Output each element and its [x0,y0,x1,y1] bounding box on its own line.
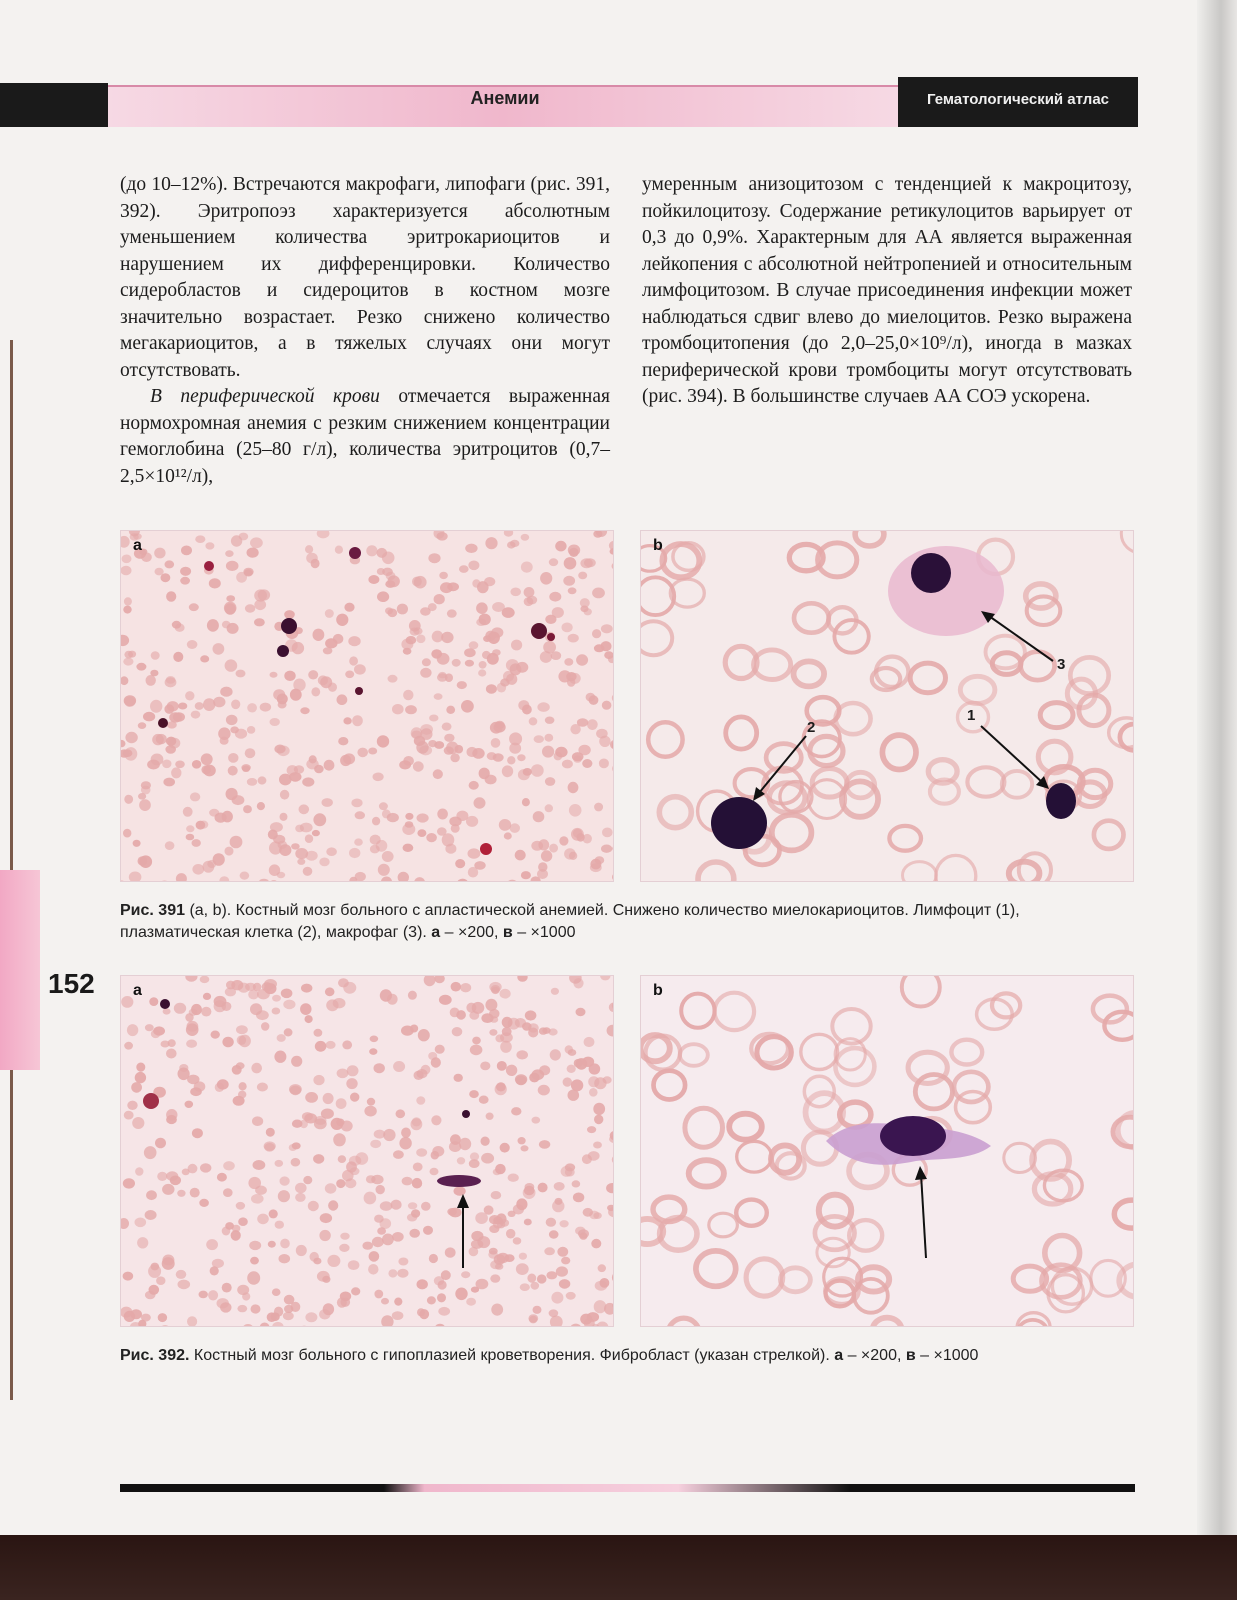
page-tab-marker [0,870,40,1070]
panel-label: b [653,537,663,554]
paragraph: (до 10–12%). Встречаются макрофаги, липофаги (рис. 391, 392). Эритропоэз характеризуется абсолютным уменьшением количества эритрокариоцитов и нарушением их дифференцировки. Количество сидеробластов и сидероцитов в костном мозге значительно возрастает. Резко снижено количество мегакариоцитов, а в тяжелых случаях они могут отсутствовать. [120,174,610,381]
caption-text: Костный мозг больного с гипоплазией кроветворения. Фибробласт (указан стрелкой). [189,1347,835,1364]
caption-mag-a: a [431,924,441,941]
caption-label: Рис. 392. [120,1347,190,1364]
figure-392a-micrograph [120,975,614,1327]
caption-text: (a, b). Костный мозг больного с апластической анемией. Снижено количество миелокариоцитов. Лимфоцит (1), плазматическая клетка (2), макрофаг (3). [120,902,1020,941]
book-title-block [898,77,1138,127]
caption-label: Рис. 391 [120,902,185,919]
text-column-right [642,172,1132,411]
caption-mag-a: a [834,1347,844,1364]
figure-392-caption [120,1345,1130,1367]
figure-391b-micrograph [640,530,1134,882]
panel-label: b [653,982,663,999]
figure-392b-micrograph [640,975,1134,1327]
cell-annotations [641,976,1133,1326]
callout-1: 1 [967,707,976,724]
cell-nuclei [121,531,613,881]
book-title: Гематологический атлас [926,91,1110,108]
paragraph-text: отмечается выраженная нормохромная анемия с резким снижением концентрации гемоглобина (25–80 г/л), количества эритроцитов (0,7–2,5×10¹²/л), [120,386,610,487]
page-number: 152 [48,968,95,999]
caption-mag-b: в [502,924,513,941]
page-edge-shadow [1197,0,1237,1600]
footer-rule [120,1484,1135,1492]
caption-mag-a-value: – ×200, [843,1347,906,1364]
cell-annotations [641,531,1133,881]
paragraph: умеренным анизоцитозом с тенденцией к макроцитозу, пойкилоцитозу. Содержание ретикулоцитов варьирует от 0,3 до 0,9%. Характерным для АА является выраженная лейкопения с абсолютной нейтропенией и относительным лимфоцитозом. В случае присоединения инфекции может наблюдаться сдвиг влево до миелоцитов. Резко выражена тромбоцитопения (до 2,0–25,0×10⁹/л), иногда в мазках периферической крови тромбоциты могут отсутствовать (рис. 394). В большинстве случаев АА СОЭ ускорена. [642,174,1132,407]
section-title: Анемии [470,88,540,108]
text-column-left [120,172,610,490]
caption-mag-b-value: – ×1000 [915,1347,979,1364]
caption-mag-b: в [905,1347,916,1364]
cell-annotations [121,976,613,1326]
figure-391a-micrograph [120,530,614,882]
caption-mag-a-value: – ×200, [440,924,503,941]
figure-391-caption [120,900,1130,944]
scan-bottom-edge [0,1535,1237,1600]
italic-lead: В периферической крови [150,386,380,407]
panel-label: a [133,537,142,554]
panel-label: a [133,982,142,999]
callout-3: 3 [1057,656,1066,673]
paragraph [120,384,610,490]
callout-2: 2 [807,719,816,736]
caption-mag-b-value: – ×1000 [512,924,576,941]
header-left-block [0,83,108,127]
